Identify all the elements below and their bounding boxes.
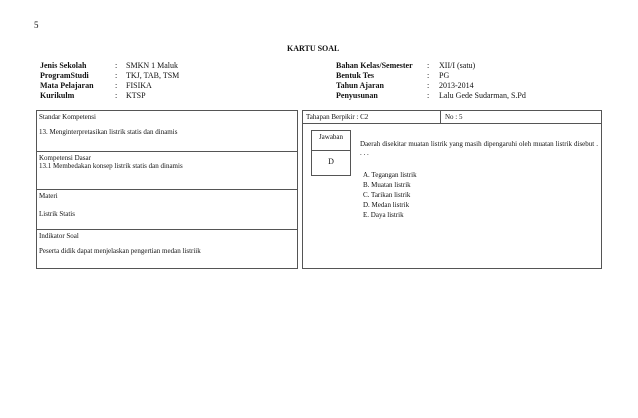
label-bahan-kelas: Bahan Kelas/Semester	[336, 61, 413, 70]
header-row-penyusunan	[336, 91, 526, 101]
materi-label: Materi	[39, 192, 58, 200]
value-tahun-ajaran: 2013-2014	[439, 81, 474, 90]
indikator-value: Peserta didik dapat menjelaskan pengertian medan listriik	[39, 247, 201, 255]
value-bentuk-tes: PG	[439, 71, 450, 80]
kompetensi-dasar-label: Kompetensi Dasar	[39, 154, 91, 162]
header-row-kurikulum	[40, 91, 179, 101]
header-row-bahan-kelas	[336, 61, 526, 71]
colon: :	[427, 61, 430, 70]
option-b: B. Muatan listrik	[363, 181, 411, 189]
tahapan-berpikir: Tahapan Berpikir : C2	[303, 111, 441, 123]
standar-kompetensi-value: 13. Menginterpretasikan listrik statis dan dinamis	[39, 128, 178, 136]
header-row-jenis-sekolah	[40, 61, 179, 71]
answer-label: Jawaban	[312, 131, 350, 151]
label-jenis-sekolah: Jenis Sekolah	[40, 61, 87, 70]
header-right	[336, 61, 526, 101]
value-program-studi: TKJ, TAB, TSM	[126, 71, 180, 80]
label-bentuk-tes: Bentuk Tes	[336, 71, 375, 80]
value-bahan-kelas: XII/I (satu)	[439, 61, 476, 70]
colon: :	[427, 81, 430, 90]
value-penyusunan: Lalu Gede Sudarman, S.Pd	[439, 91, 526, 100]
answer-value: D	[328, 157, 334, 166]
question-meta-row	[303, 111, 601, 124]
header-row-tahun-ajaran	[336, 81, 526, 91]
colon: :	[115, 91, 118, 100]
label-mata-pelajaran: Mata Pelajaran	[40, 81, 94, 90]
question-text: Daerah disekitar muatan listrik yang masih dipengaruhi oleh muatan listrik disebut . . . .	[360, 140, 598, 157]
kompetensi-dasar-value: 13.1 Membedakan konsep listrik statis dan dinamis	[39, 162, 183, 170]
question-table	[302, 110, 602, 269]
option-a: A. Tegangan listrik	[363, 171, 417, 179]
competency-table	[36, 110, 298, 269]
header-row-program-studi	[40, 71, 179, 81]
label-penyusunan: Penyusunan	[336, 91, 378, 100]
indikator-label: Indikator Soal	[39, 232, 79, 240]
option-e: E. Daya listrik	[363, 211, 404, 219]
value-jenis-sekolah: SMKN 1 Maluk	[126, 61, 179, 70]
page-number: 5	[34, 20, 39, 30]
cell-indikator-soal	[37, 230, 297, 268]
value-mata-pelajaran: FISIKA	[126, 81, 152, 90]
cell-kompetensi-dasar	[37, 152, 297, 190]
header-left	[40, 61, 179, 101]
option-c: C. Tarikan listrik	[363, 191, 411, 199]
answer-box	[311, 130, 351, 176]
cell-materi	[37, 190, 297, 230]
header-row-bentuk-tes	[336, 71, 526, 81]
colon: :	[427, 71, 430, 80]
label-kurikulum: Kurikulm	[40, 91, 75, 100]
value-kurikulum: KTSP	[126, 91, 146, 100]
cell-standar-kompetensi	[37, 111, 297, 152]
colon: :	[115, 81, 118, 90]
colon: :	[115, 71, 118, 80]
colon: :	[115, 61, 118, 70]
page-title: KARTU SOAL	[287, 44, 340, 53]
materi-value: Listrik Statis	[39, 210, 75, 218]
header-row-mata-pelajaran	[40, 81, 179, 91]
standar-kompetensi-label: Standar Kompetensi	[39, 113, 96, 121]
label-program-studi: ProgramStudi	[40, 71, 89, 80]
question-number: No : 5	[445, 113, 463, 121]
option-d: D. Medan listrik	[363, 201, 410, 209]
answer-options	[363, 170, 417, 220]
label-tahun-ajaran: Tahun Ajaran	[336, 81, 384, 90]
colon: :	[427, 91, 430, 100]
